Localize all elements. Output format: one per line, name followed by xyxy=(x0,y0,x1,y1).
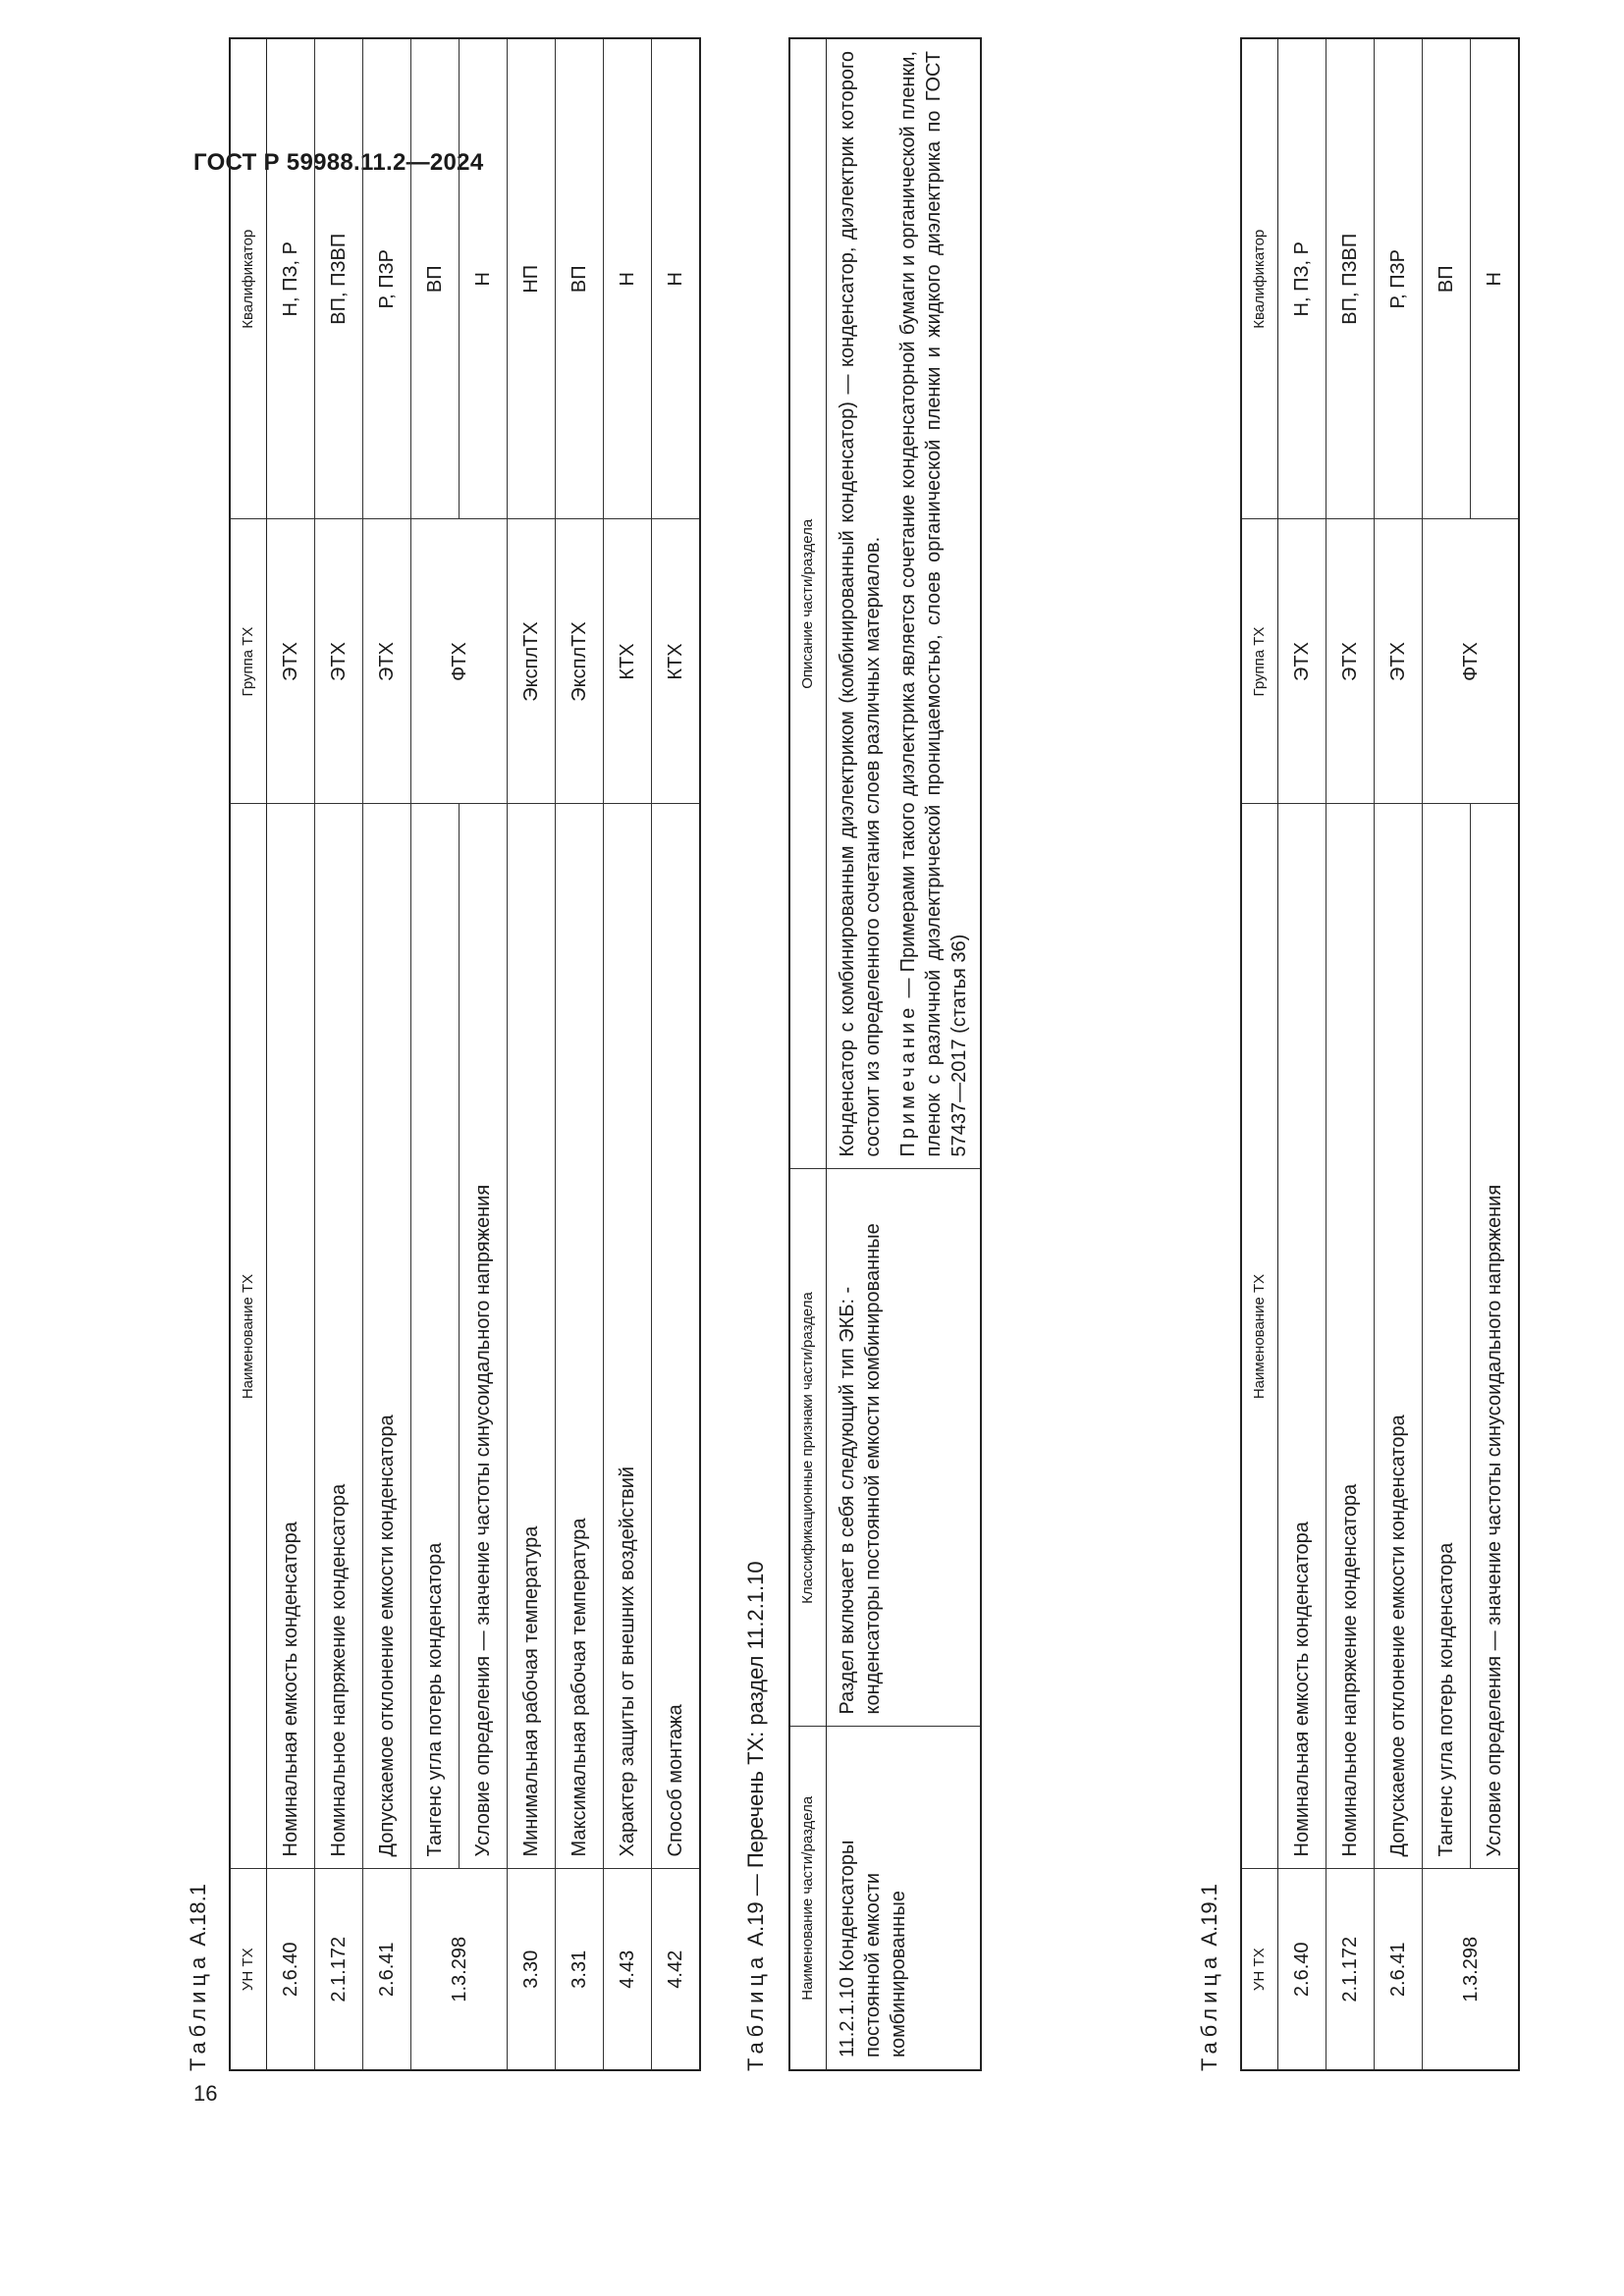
col-header-group: Группа ТХ xyxy=(1241,519,1278,804)
cell-qualifier-condition: Н xyxy=(460,38,508,519)
cell-group: КТХ xyxy=(604,519,652,804)
col-header-section-name: Наименование части/раздела xyxy=(789,1727,827,2070)
cell-group: ЭТХ xyxy=(267,519,315,804)
cell-name: Способ монтажа xyxy=(652,804,701,1869)
rotated-content xyxy=(186,0,1519,2091)
cell-name: Максимальная рабочая температура xyxy=(556,804,604,1869)
cell-name: Допускаемое отклонение емкости конденсатора xyxy=(363,804,411,1869)
cell-group: КТХ xyxy=(652,519,701,804)
cell-group: ЭТХ xyxy=(1278,519,1326,804)
cell-qualifier: ВП xyxy=(411,38,460,519)
col-header-description: Описание части/раздела xyxy=(789,38,827,1169)
table-row xyxy=(652,38,701,2070)
cell-qualifier: Н xyxy=(604,38,652,519)
cell-name: Характер защиты от внешних воздействий xyxy=(604,804,652,1869)
cell-code: 2.6.40 xyxy=(267,1869,315,2070)
table-header-row xyxy=(789,38,827,2070)
cell-qualifier: ВП, ПЗВП xyxy=(315,38,363,519)
cell-qualifier: ВП, ПЗВП xyxy=(1326,38,1375,519)
cell-code: 2.6.40 xyxy=(1278,1869,1326,2070)
cell-group: ФТХ xyxy=(1423,519,1520,804)
table-row xyxy=(1326,38,1375,2070)
cell-code: 4.43 xyxy=(604,1869,652,2070)
col-header-qualifier: Квалификатор xyxy=(1241,38,1278,519)
table-row xyxy=(1423,38,1471,2070)
cell-name: Тангенс угла потерь конденсатора xyxy=(411,804,460,1869)
table-row xyxy=(827,38,982,2070)
table-row xyxy=(315,38,363,2070)
table-row xyxy=(604,38,652,2070)
cell-description xyxy=(827,38,982,1169)
table-header-row xyxy=(1241,38,1278,2070)
cell-qualifier: Н xyxy=(652,38,701,519)
cell-code: 2.1.172 xyxy=(1326,1869,1375,2070)
col-header-name: Наименование ТХ xyxy=(230,804,267,1869)
cell-name-condition: Условие определения — значение частоты синусоидального напряжения xyxy=(1471,804,1520,1869)
cell-name: Номинальное напряжение конденсатора xyxy=(1326,804,1375,1869)
table-a19-1-caption: Таблица А.19.1 xyxy=(1197,1884,1221,2071)
cell-qualifier: Р, ПЗР xyxy=(1375,38,1423,519)
cell-features: Раздел включает в себя следующий тип ЭКБ: - конденсаторы постоянной емкости комбинированные xyxy=(827,1169,982,1727)
cell-code: 3.31 xyxy=(556,1869,604,2070)
cell-group: ЭТХ xyxy=(1326,519,1375,804)
table-a19-1 xyxy=(1240,37,1520,2071)
description-note: Примечание — Примерами такого диэлектрика является сочетание конденсаторной бумаги и органической пленки, пленок с различной диэлектрической проницаемостью, слоев органической пленки и жидкого диэлектрика по ГОСТ 57437—2017 (статья 36) xyxy=(897,51,970,1157)
cell-qualifier: Н, ПЗ, Р xyxy=(267,38,315,519)
cell-qualifier-condition: Н xyxy=(1471,38,1520,519)
cell-qualifier: ВП xyxy=(1423,38,1471,519)
cell-code: 2.6.41 xyxy=(363,1869,411,2070)
cell-group: ЭТХ xyxy=(315,519,363,804)
table-row xyxy=(556,38,604,2070)
cell-qualifier: НП xyxy=(508,38,556,519)
table-row xyxy=(508,38,556,2070)
table-header-row xyxy=(230,38,267,2070)
cell-code: 2.6.41 xyxy=(1375,1869,1423,2070)
col-header-qualifier: Квалификатор xyxy=(230,38,267,519)
cell-code: 2.1.172 xyxy=(315,1869,363,2070)
table-a18-1-caption: Таблица А.18.1 xyxy=(186,1884,210,2071)
description-text: Конденсатор с комбинированным диэлектриком (комбинированный конденсатор) — конденсатор, диэлектрик которого состоит из определенного сочетания слоев различных материалов. xyxy=(837,51,884,1157)
cell-name: Тангенс угла потерь конденсатора xyxy=(1423,804,1471,1869)
cell-section-name: 11.2.1.10 Конденсаторы постоянной емкости комбинированные xyxy=(827,1727,982,2070)
cell-code: 1.3.298 xyxy=(1423,1869,1520,2070)
cell-code: 4.42 xyxy=(652,1869,701,2070)
cell-group: ЭксплТХ xyxy=(556,519,604,804)
table-a18-1 xyxy=(229,37,701,2071)
cell-group: ЭТХ xyxy=(363,519,411,804)
table-row xyxy=(411,38,460,2070)
cell-qualifier: Н, ПЗ, Р xyxy=(1278,38,1326,519)
col-header-features: Классификационные признаки части/раздела xyxy=(789,1169,827,1727)
table-row xyxy=(1471,38,1520,2070)
table-a19-caption: Таблица А.19 — Перечень ТХ: раздел 11.2.1.10 xyxy=(743,1561,768,2071)
cell-name: Допускаемое отклонение емкости конденсатора xyxy=(1375,804,1423,1869)
col-header-code: УН ТХ xyxy=(230,1869,267,2070)
col-header-name: Наименование ТХ xyxy=(1241,804,1278,1869)
cell-code: 3.30 xyxy=(508,1869,556,2070)
table-a19 xyxy=(788,37,982,2071)
cell-group: ФТХ xyxy=(411,519,508,804)
col-header-code: УН ТХ xyxy=(1241,1869,1278,2070)
cell-name-condition: Условие определения — значение частоты синусоидального напряжения xyxy=(460,804,508,1869)
table-row xyxy=(460,38,508,2070)
cell-name: Минимальная рабочая температура xyxy=(508,804,556,1869)
col-header-group: Группа ТХ xyxy=(230,519,267,804)
table-row xyxy=(1375,38,1423,2070)
table-row xyxy=(1278,38,1326,2070)
table-row xyxy=(267,38,315,2070)
cell-name: Номинальное напряжение конденсатора xyxy=(315,804,363,1869)
cell-code: 1.3.298 xyxy=(411,1869,508,2070)
document-code: ГОСТ Р 59988.11.2—2024 xyxy=(193,149,484,176)
cell-qualifier: Р, ПЗР xyxy=(363,38,411,519)
cell-group: ЭТХ xyxy=(1375,519,1423,804)
cell-name: Номинальная емкость конденсатора xyxy=(1278,804,1326,1869)
cell-name: Номинальная емкость конденсатора xyxy=(267,804,315,1869)
table-row xyxy=(363,38,411,2070)
cell-qualifier: ВП xyxy=(556,38,604,519)
page-number: 16 xyxy=(193,2081,218,2106)
cell-group: ЭксплТХ xyxy=(508,519,556,804)
